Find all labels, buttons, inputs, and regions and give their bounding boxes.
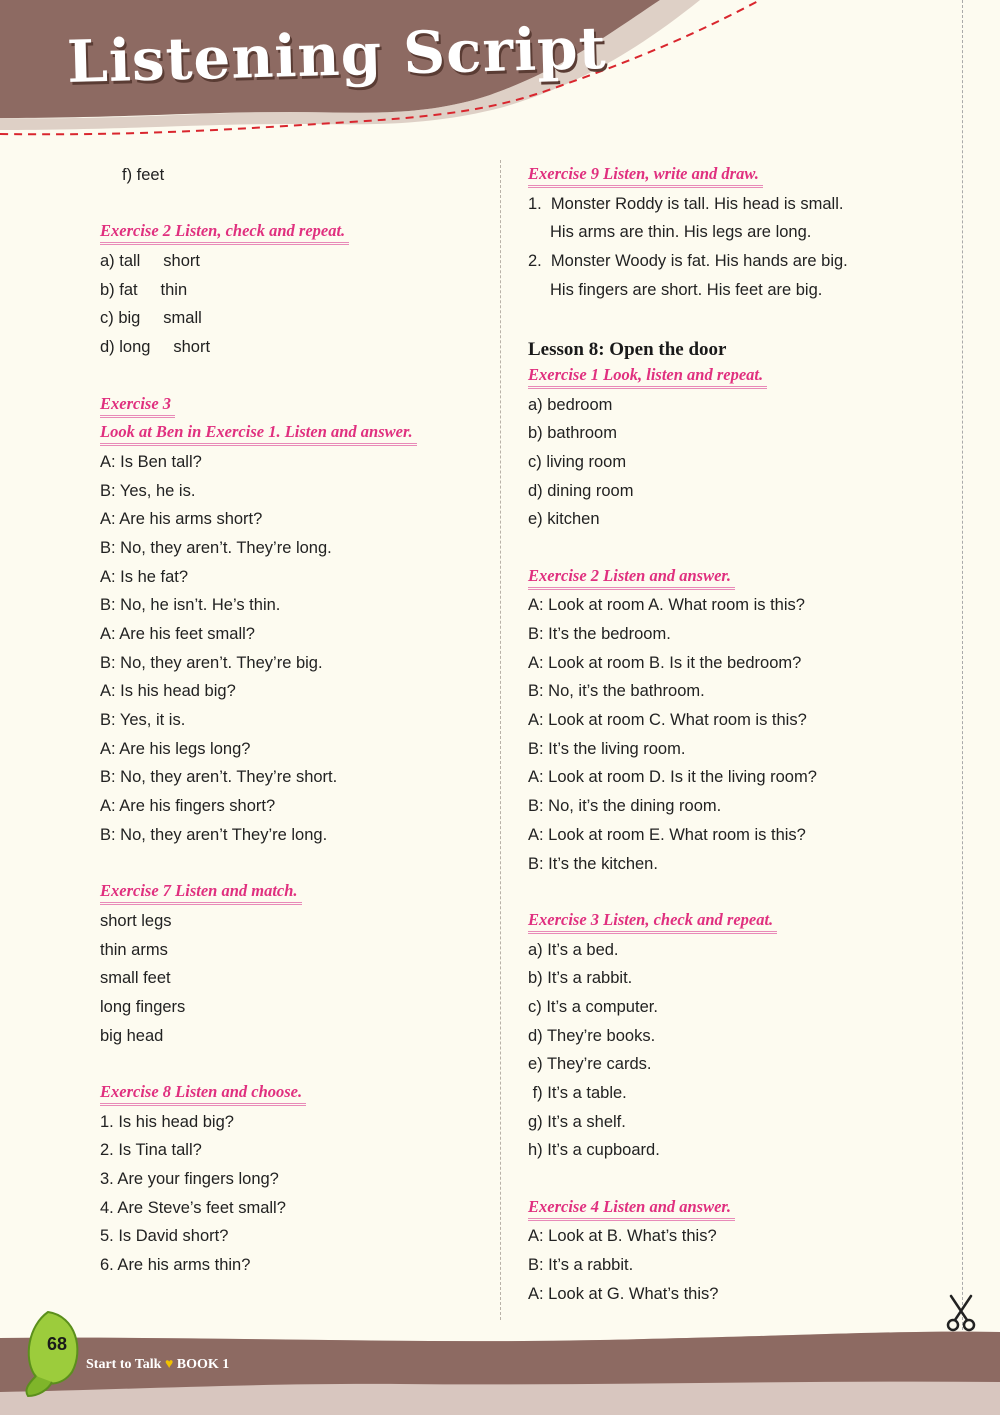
exercise-heading	[100, 1079, 480, 1108]
exercise-heading-text: Exercise 7 Listen and match.	[100, 880, 302, 905]
leaf-icon	[18, 1310, 98, 1400]
column-divider	[500, 160, 501, 1320]
script-line: A: Look at room B. Is it the bedroom?	[528, 653, 802, 672]
script-line: a) bedroom	[528, 395, 613, 414]
exercise-heading	[528, 362, 928, 391]
script-line: b) It’s a rabbit.	[528, 969, 633, 988]
script-line: 5. Is David short?	[100, 1227, 229, 1246]
script-line: A: Is Ben tall?	[100, 452, 202, 471]
spacer	[528, 878, 928, 907]
script-line: short legs	[100, 911, 172, 930]
script-line: B: No, they aren’t. They’re short.	[100, 768, 338, 787]
script-line: B: It’s the bedroom.	[528, 625, 671, 643]
spacer	[100, 190, 480, 219]
exercise-heading-text: Exercise 4 Listen and answer.	[528, 1196, 735, 1221]
script-line: f) It’s a table.	[528, 1084, 627, 1102]
script-line: 4. Are Steve’s feet small?	[100, 1198, 286, 1217]
exercise-heading-text: Exercise 1 Look, listen and repeat.	[528, 364, 767, 389]
right-column	[528, 161, 928, 1309]
script-line: B: No, they aren’t. They’re long.	[100, 538, 332, 557]
script-line: B: Yes, he is.	[100, 481, 196, 500]
script-line: a) It’s a bed.	[528, 940, 619, 959]
script-line: A: Look at room E. What room is this?	[528, 825, 806, 844]
script-line: d) long short	[100, 338, 211, 357]
script-line: big head	[100, 1026, 164, 1045]
script-line: 2. Is Tina tall?	[100, 1141, 202, 1160]
script-line: B: No, it’s the bathroom.	[528, 682, 705, 701]
exercise-heading	[100, 419, 480, 448]
lesson-title: Lesson 8: Open the door	[528, 339, 727, 361]
exercise-heading-text: Exercise 8 Listen and choose.	[100, 1081, 306, 1106]
book-volume: BOOK 1	[176, 1357, 230, 1372]
exercise-heading-text: Exercise 3 Listen, check and repeat.	[528, 909, 777, 934]
book-title-line	[86, 1357, 229, 1373]
script-line: 1. Is his head big?	[100, 1112, 234, 1131]
exercise-heading	[528, 1194, 928, 1223]
exercise-heading-text: Exercise 2 Listen and answer.	[528, 565, 735, 590]
spacer	[100, 850, 480, 879]
script-line: small feet	[100, 969, 171, 988]
heart-icon: ♥	[164, 1357, 174, 1372]
script-line: A: Are his arms short?	[100, 510, 263, 529]
script-line: thin arms	[100, 940, 168, 959]
script-line: A: Are his feet small?	[100, 625, 255, 643]
script-line: A: Look at room A. What room is this?	[528, 596, 805, 615]
exercise-heading-text: Look at Ben in Exercise 1. Listen and answer.	[100, 421, 417, 446]
script-line: B: It’s a rabbit.	[528, 1256, 634, 1275]
script-line: B: Yes, it is.	[100, 711, 186, 730]
script-line: A: Look at B. What’s this?	[528, 1227, 717, 1246]
spacer	[528, 1165, 928, 1194]
script-line: c) big small	[100, 309, 202, 328]
script-line: c) It’s a computer.	[528, 997, 658, 1016]
page-title: Listening Script	[66, 13, 608, 96]
exercise-heading-text: Exercise 9 Listen, write and draw.	[528, 163, 763, 188]
script-line: A: Is he fat?	[100, 567, 189, 586]
script-line: c) living room	[528, 452, 627, 471]
exercise-heading	[528, 161, 928, 190]
script-line: His arms are thin. His legs are long.	[550, 223, 812, 242]
exercise-heading	[528, 907, 928, 936]
page-number: 68	[46, 1334, 68, 1354]
script-line: d) dining room	[528, 481, 634, 500]
script-line: g) It’s a shelf.	[528, 1112, 626, 1131]
script-line: His fingers are short. His feet are big.	[550, 280, 823, 299]
exercise-heading-text: Exercise 3	[100, 393, 175, 418]
script-line: long fingers	[100, 997, 186, 1016]
script-line: b) bathroom	[528, 424, 617, 443]
book-title: Start to Talk	[86, 1357, 162, 1372]
script-line: B: No, they aren’t. They’re big.	[100, 653, 323, 672]
script-line: b) fat thin	[100, 280, 188, 299]
spacer	[528, 304, 928, 333]
exercise-heading	[100, 878, 480, 907]
cut-line	[962, 0, 963, 1340]
script-line: h) It’s a cupboard.	[528, 1141, 660, 1160]
script-line: d) They’re books.	[528, 1026, 656, 1045]
script-line: A: Look at room D. Is it the living room?	[528, 768, 817, 787]
script-line: A: Are his legs long?	[100, 739, 251, 758]
script-line: A: Is his head big?	[100, 682, 236, 701]
exercise-heading	[528, 563, 928, 592]
exercise-heading	[100, 218, 480, 247]
script-line: f) feet	[122, 166, 165, 184]
script-line: B: It’s the living room.	[528, 739, 686, 758]
script-line: e) They’re cards.	[528, 1055, 652, 1074]
script-line: 2. Monster Woody is fat. His hands are big.	[528, 252, 848, 271]
spacer	[100, 1050, 480, 1079]
script-line: A: Look at room C. What room is this?	[528, 711, 807, 730]
script-line: B: No, it’s the dining room.	[528, 797, 722, 816]
script-line: A: Look at G. What’s this?	[528, 1284, 719, 1303]
script-line: B: It’s the kitchen.	[528, 854, 658, 873]
script-line: A: Are his fingers short?	[100, 797, 276, 816]
script-line: e) kitchen	[528, 510, 600, 529]
script-line: 3. Are your fingers long?	[100, 1170, 279, 1189]
script-line: 1. Monster Roddy is tall. His head is small.	[528, 194, 844, 213]
script-line: B: No, he isn’t. He’s thin.	[100, 596, 281, 615]
exercise-heading-text: Exercise 2 Listen, check and repeat.	[100, 220, 349, 245]
left-column	[100, 161, 480, 1280]
script-line: 6. Are his arms thin?	[100, 1256, 251, 1275]
exercise-heading	[100, 391, 480, 420]
script-line: B: No, they aren’t They’re long.	[100, 825, 328, 844]
script-line: a) tall short	[100, 252, 200, 271]
spacer	[100, 362, 480, 391]
spacer	[528, 534, 928, 563]
